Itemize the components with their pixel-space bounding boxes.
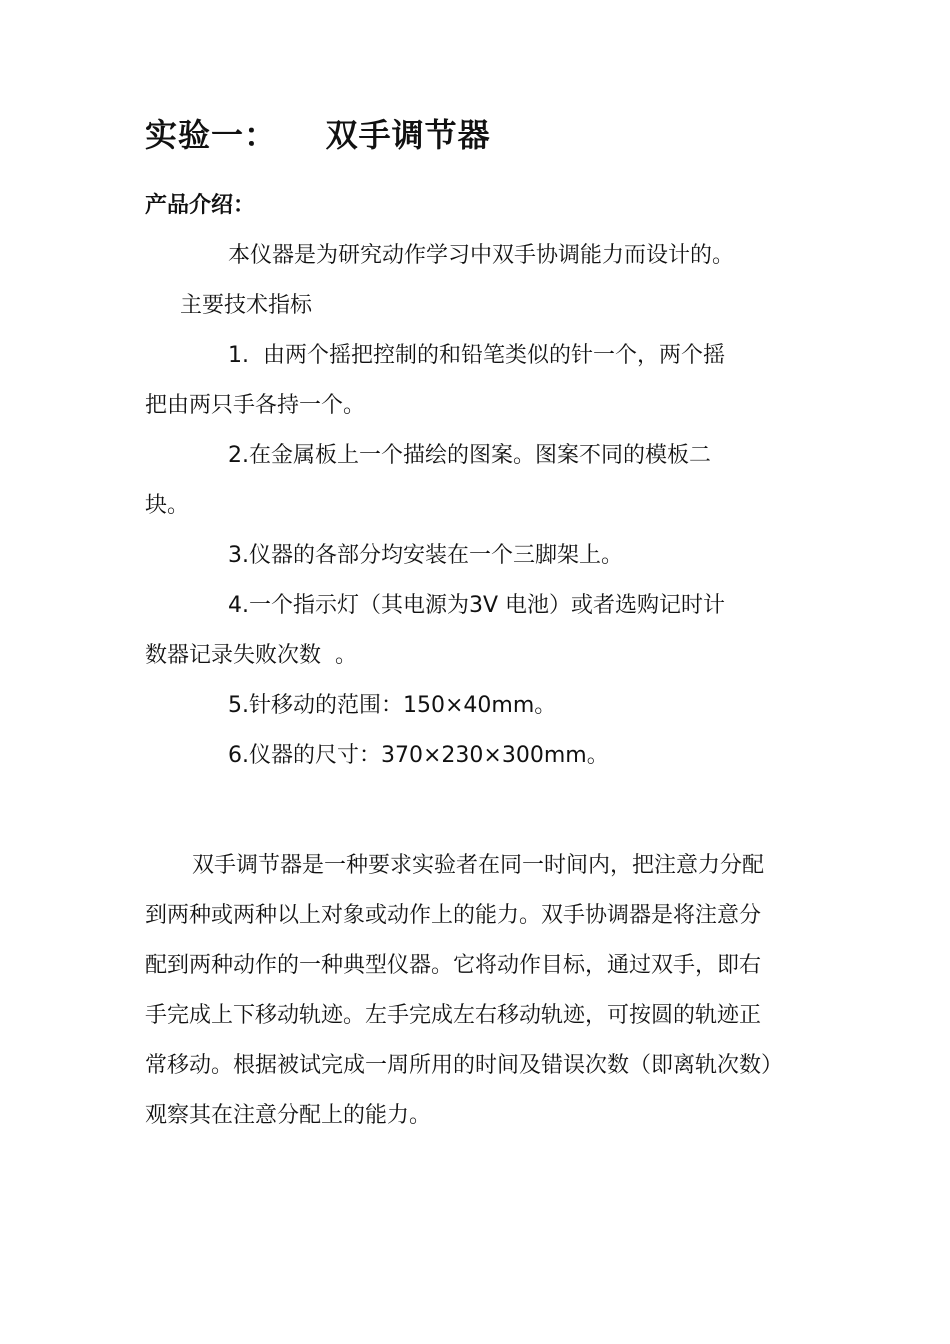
- spec-item-3: 3.仪器的各部分均安装在一个三脚架上。: [228, 543, 623, 568]
- spec-item-2-line-1: 2.在金属板上一个描绘的图案。图案不同的模板二: [228, 443, 711, 468]
- spec-item-4-line-1: 4.一个指示灯（其电源为3V 电池）或者选购记时计: [228, 593, 726, 618]
- spec-item-1-line-1: 1. 由两个摇把控制的和铅笔类似的针一个，两个摇: [228, 343, 725, 368]
- spec-item-5: 5.针移动的范围：150×40mm。: [228, 693, 557, 718]
- spec-item-6: 6.仪器的尺寸：370×230×300mm。: [228, 743, 609, 768]
- description-line-6: 观察其在注意分配上的能力。: [145, 1103, 432, 1128]
- spec-item-2-line-2: 块。: [145, 493, 190, 518]
- description-line-3: 配到两种动作的一种典型仪器。它将动作目标，通过双手，即右: [145, 953, 762, 978]
- description-line-2: 到两种或两种以上对象或动作上的能力。双手协调器是将注意分: [145, 903, 762, 928]
- spec-item-4-line-2: 数器记录失败次数 。: [145, 643, 357, 668]
- description-line-1: 双手调节器是一种要求实验者在同一时间内，把注意力分配: [192, 853, 765, 878]
- intro-text: 本仪器是为研究动作学习中双手协调能力而设计的。: [228, 243, 735, 268]
- description-line-4: 手完成上下移动轨迹。左手完成左右移动轨迹，可按圆的轨迹正: [145, 1003, 762, 1028]
- section-heading: 产品介绍：: [145, 193, 256, 218]
- page-title: 实验一： 双手调节器: [145, 116, 491, 154]
- spec-heading: 主要技术指标: [180, 293, 313, 318]
- spec-item-1-line-2: 把由两只手各持一个。: [145, 393, 366, 418]
- description-line-5: 常移动。根据被试完成一周所用的时间及错误次数（即离轨次数）: [145, 1053, 784, 1078]
